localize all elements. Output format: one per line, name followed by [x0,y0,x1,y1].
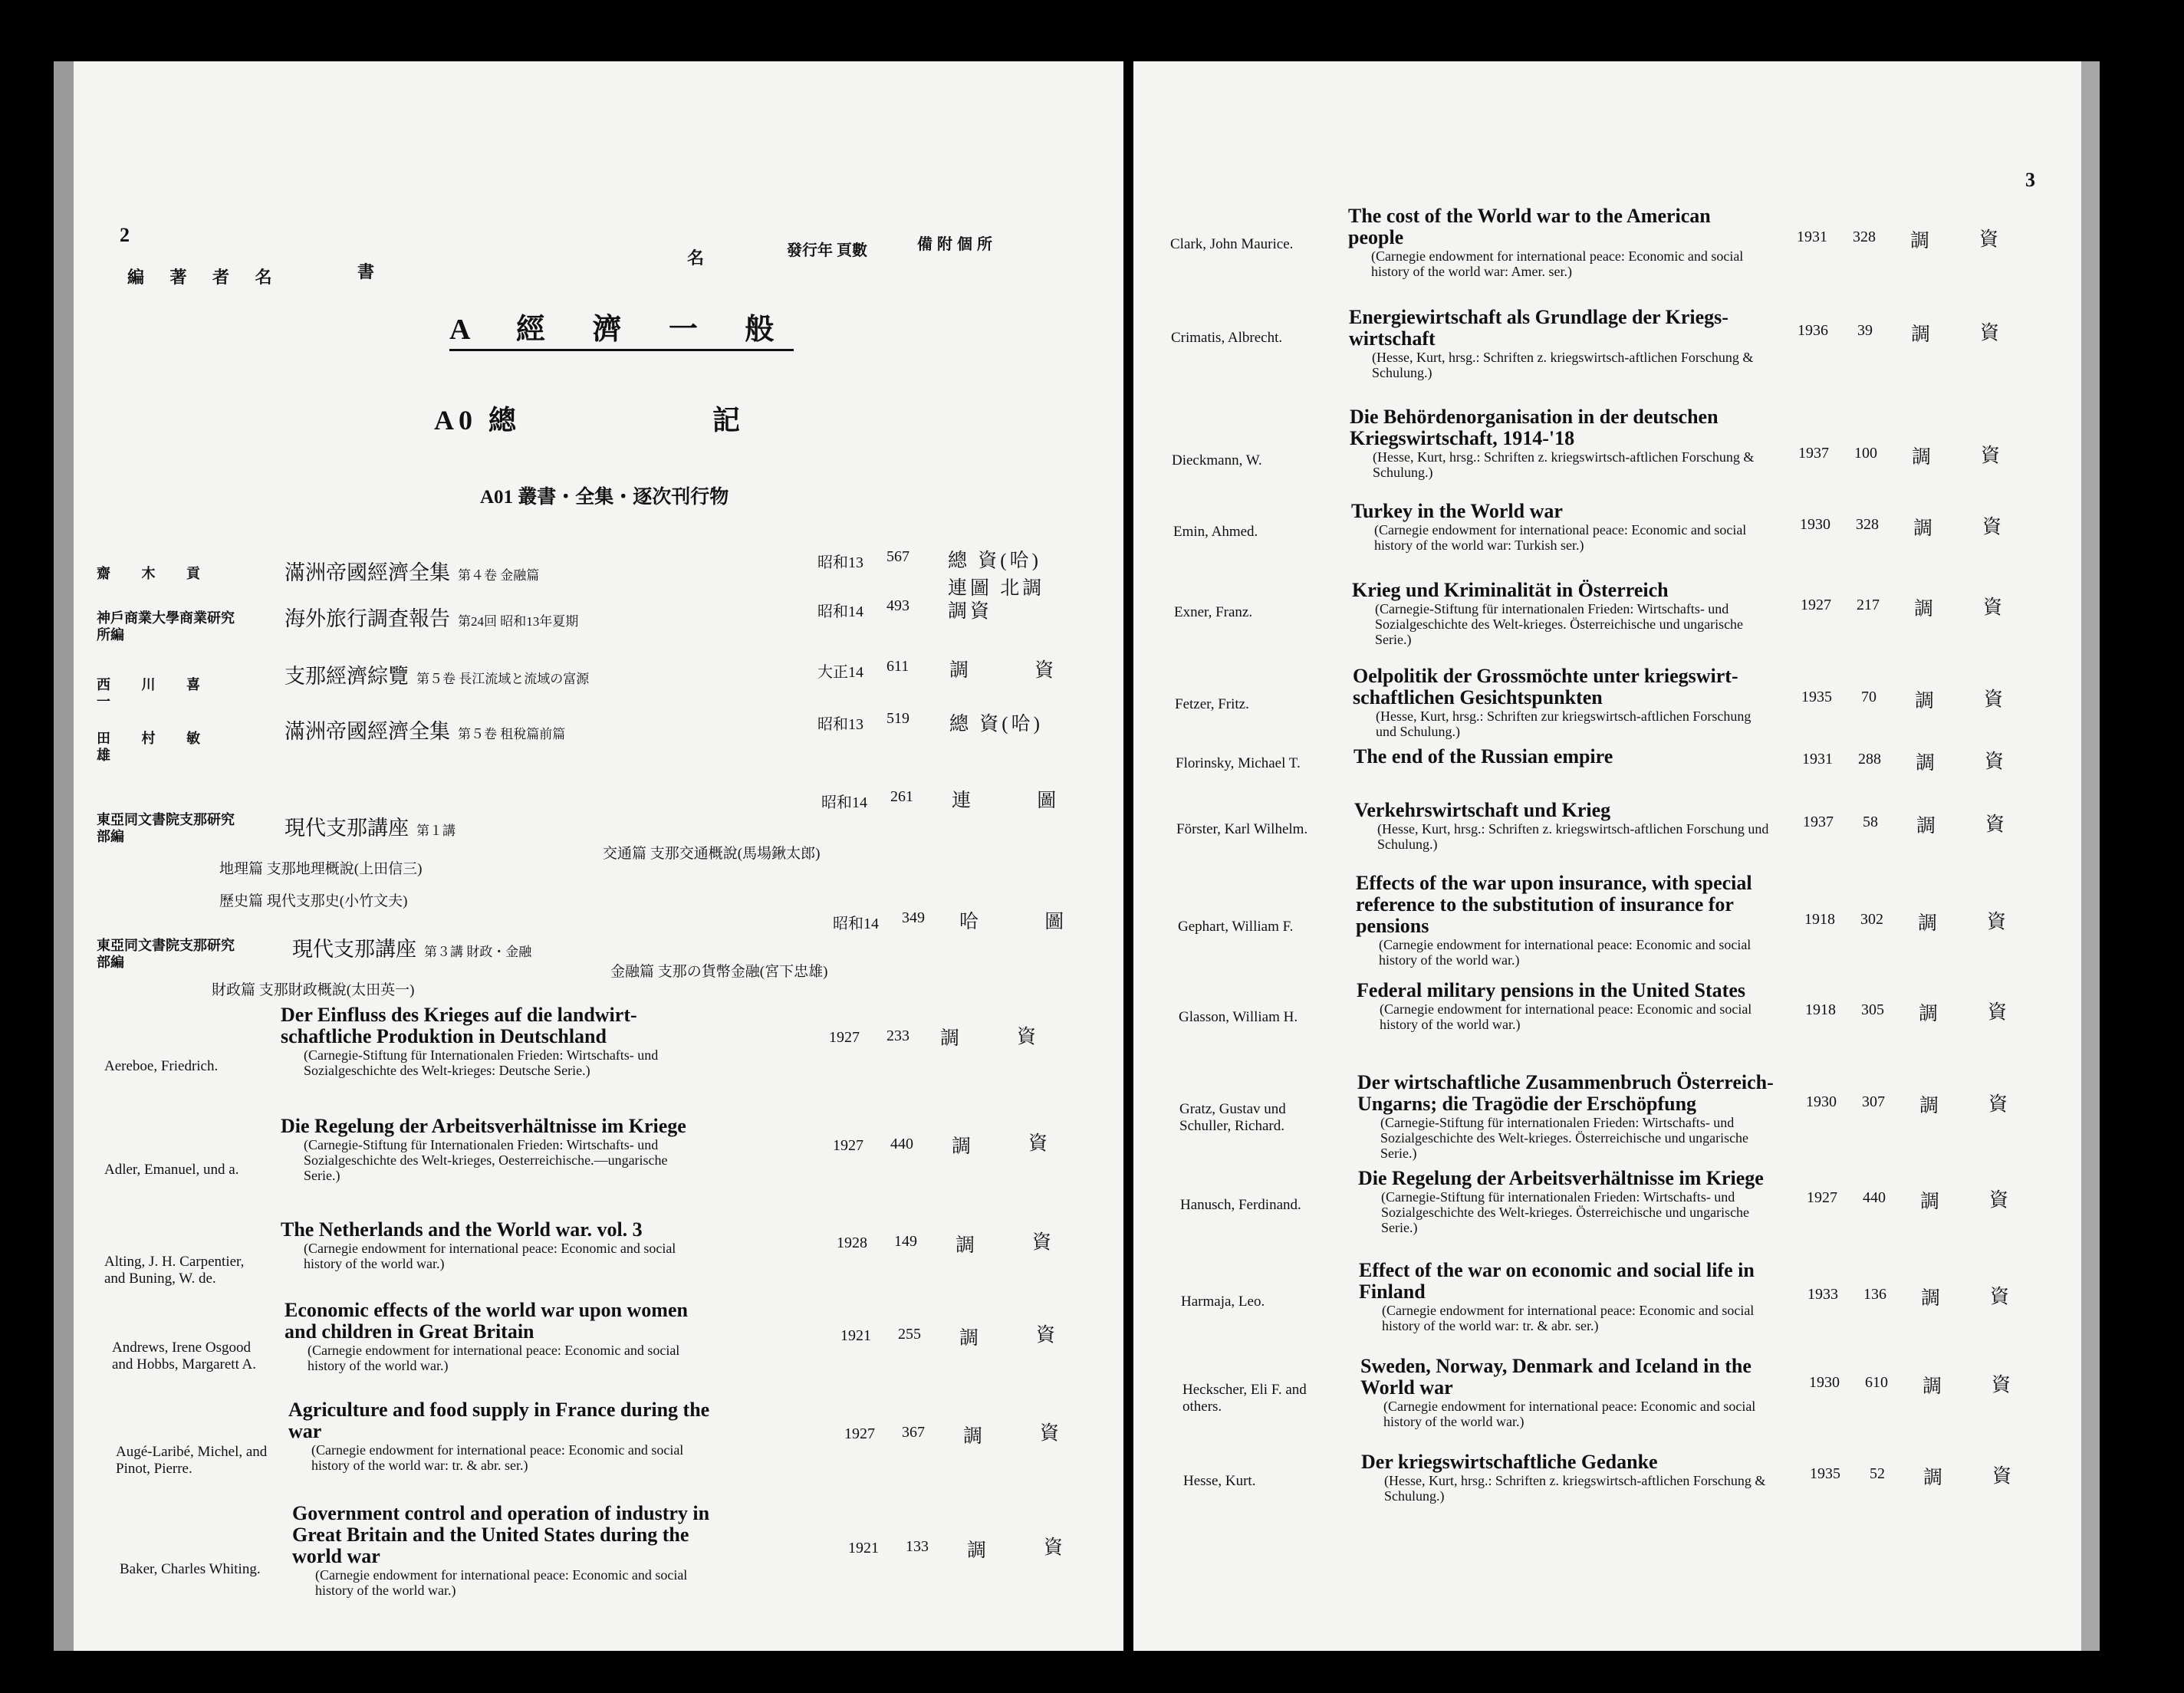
entry-location-2: 資 [1990,1287,2013,1307]
entry-location-1: 調 [956,1235,979,1256]
jp-entry-title [285,602,578,632]
entry-year: 1937 [1798,445,1829,462]
jp-entry-location: 總 資(哈) [948,551,1041,571]
entry-location-2: 資 [1984,689,2007,710]
entry-author: Baker, Charles Whiting. [120,1561,261,1577]
jp-entry-year: 昭和14 [821,794,867,811]
jp-entry-title-text: 支那經濟綜覽 [285,665,409,688]
entry-pages: 133 [906,1538,929,1555]
jp-entry-author: 神戶商業大學商業研究所編 [97,610,235,643]
header-location-label: 備附個所 [917,236,997,253]
entry-body [292,1503,722,1598]
entry-author: Exner, Franz. [1174,604,1253,620]
jp-entry-title [285,659,589,689]
entry-title: Die Regelung der Arbeitsverhältnisse im Kriege [1358,1167,1764,1189]
entry-note: (Carnegie-Stiftung für internationalen Frieden: Wirtschafts- und Sozialgeschichte des Welt-krieges. Österreichische und ungarische Serie.) [1380,1115,1749,1161]
entry [1164,1260,2069,1356]
entry-year: 1931 [1802,751,1833,768]
jp-entry-title [292,932,531,962]
entry-author: Crimatis, Albrecht. [1171,330,1283,346]
entry-location-2: 資 [1017,1027,1040,1047]
entry-year: 1936 [1798,322,1828,339]
jp-entry [97,710,1101,763]
jp-entry-pages: 611 [886,658,909,675]
jp-entry-title [285,556,539,586]
entry-author: Clark, John Maurice. [1170,236,1294,252]
entry [1164,1356,2069,1451]
entry-year: 1918 [1804,911,1835,928]
entry-author: Hanusch, Ferdinand. [1180,1197,1301,1213]
entry-pages: 305 [1861,1001,1884,1018]
entry-pages: 39 [1857,322,1873,339]
entry-body [1354,800,1772,852]
entry-title: Turkey in the World war [1351,500,1563,522]
entry-pages: 440 [1863,1189,1886,1206]
entry-note: (Carnegie endowment for international peace: Economic and social history of the world war.) [1383,1399,1756,1429]
entry-author: Dieckmann, W. [1172,452,1262,468]
entry-year: 1930 [1806,1093,1837,1110]
entry-year: 1937 [1803,814,1834,830]
jp-entry-volume: 第４卷 金融篇 [458,568,540,583]
entry-year: 1927 [1801,597,1831,613]
section-heading-a: A 經 濟 一 般 [449,305,794,351]
entry-body [1358,1168,1776,1235]
entry-location-2: 資 [1032,1232,1055,1253]
entry-year: 1928 [837,1234,867,1251]
entry-body [1357,980,1774,1032]
entry [1164,580,2069,664]
jp-entry-volume: 第５卷 長江流域と流域の富源 [416,672,590,686]
entry-year: 1930 [1800,516,1830,533]
entry-title: Die Regelung der Arbeitsverhältnisse im Kriege [281,1115,686,1137]
entry-location-1: 調 [1920,1192,1943,1212]
jp-entry-author: 齋 木 貢 [97,566,214,581]
left-page [54,61,1123,1651]
entry-title: Verkehrswirtschaft und Krieg [1354,799,1611,821]
entry-location-2: 資 [1982,517,2005,537]
entry-note: (Carnegie endowment for international peace: Economic and social history of the world war: Turkish ser.) [1374,522,1747,553]
jp-entry-title-text: 海外旅行調査報告 [285,607,450,630]
jp-entry-location: 總 資(哈) [949,714,1043,735]
entry [1164,1072,2069,1168]
entry-title: Effect of the war on economic and social life in Finland [1359,1259,1755,1303]
entry-body [281,1116,702,1183]
header-name-label: 名 [687,248,719,268]
entry-location-2: 資 [1036,1325,1059,1346]
entry-title: Federal military pensions in the United States [1357,979,1745,1001]
entry-note: (Carnegie-Stiftung für Internationalen Frieden: Wirtschafts- und Sozialgeschichte des Welt-krieges, Oesterreichische.—ungarische Serie.) [304,1137,668,1183]
entry-title: Effects of the war upon insurance, with special reference to the substitution of insurance for pensions [1356,872,1752,937]
jp-entry [97,658,1101,709]
entry-year: 1927 [844,1425,875,1442]
entry-body [1353,666,1771,739]
entry-title: The Netherlands and the World war. vol. 3 [281,1218,643,1241]
jp-subnote-rekishi: 歷史篇 現代支那史(小竹文夫) [219,893,408,909]
entry-location-1: 調 [1923,1376,1946,1397]
entry-pages: 610 [1865,1374,1888,1391]
entry-note: (Carnegie-Stiftung für Internationalen Frieden: Wirtschafts- und Sozialgeschichte des Welt-krieges: Deutsche Serie.) [304,1047,659,1078]
entry-location-2: 資 [1981,445,2004,466]
entry [1164,1168,2069,1260]
entry-title: Oelpolitik der Grossmöchte unter kriegswirt-schaftlichen Gesichtspunkten [1353,665,1738,708]
entry-location-1: 調 [1916,816,1939,837]
entry-location-1: 調 [1913,518,1936,539]
entry [1164,1451,2069,1520]
entry-year: 1927 [1807,1189,1837,1206]
entry-author: Andrews, Irene Osgood and Hobbs, Margarett A. [112,1340,257,1372]
entry-body [1361,1451,1779,1504]
entry-location-2: 資 [1992,1375,2015,1395]
entry-location-1: 調 [1916,753,1939,774]
entry-body [288,1399,718,1473]
jp-entry-year: 昭和14 [833,916,879,932]
entry-location-1: 調 [1919,1096,1942,1116]
entry-location-2: 資 [1988,1094,2011,1115]
entry-location-2: 資 [1980,323,2003,344]
entry-note: (Carnegie endowment for international peace: Economic and social history of the world war.) [1379,937,1751,968]
entry-title: The cost of the World war to the American people [1348,205,1711,248]
right-page [1133,61,2100,1651]
section-heading-a0 [434,399,745,438]
entry-body [1353,746,1771,768]
entry [89,1004,1117,1104]
entry-location-1: 調 [940,1028,963,1049]
jp-entry-year: 昭和14 [817,603,863,620]
jp-entry-title-text: 滿洲帝國經濟全集 [285,561,450,584]
entry-year: 1933 [1807,1286,1838,1303]
jp-entry-pages: 493 [886,597,909,614]
jp-subnote-kinyu: 金融篇 支那の貨幣金融(宮下忠雄) [610,964,828,980]
entry-location-1: 調 [1911,324,1934,345]
page-number-right: 3 [2025,169,2035,191]
entry-location-2: 資 [1985,751,2008,772]
jp-entry-volume: 第24回 昭和13年夏期 [458,614,579,629]
entry-title: Der wirtschaftliche Zusammenbruch Österreich-Ungarns; die Tragödie der Erschöpfung [1357,1071,1774,1115]
entry-body [281,1004,702,1078]
jp-entry-title [285,715,565,745]
entry-location-1: 調 [1915,691,1938,712]
entry-title: Economic effects of the world war upon women and children in Great Britain [285,1299,688,1343]
entry [89,1399,1117,1507]
entry-author: Gephart, William F. [1178,919,1294,935]
entry-title: Government control and operation of industry in Great Britain and the United States during the world war [292,1502,710,1567]
entry-body [1352,580,1770,647]
entry-location-2: 資 [1989,1190,2012,1211]
entry-location-1: 調 [963,1426,986,1447]
jp-entry-year: 昭和13 [817,716,863,733]
entry [1164,800,2069,873]
entry-title: Krieg und Kriminalität in Österreich [1352,579,1669,601]
entry-year: 1935 [1810,1465,1840,1482]
entry-pages: 440 [890,1136,913,1152]
entry-location-2: 資 [1044,1537,1067,1558]
entry-title: Die Behördenorganisation in der deutschen Kriegswirtschaft, 1914-'18 [1350,406,1719,449]
jp-entry [97,905,1101,970]
entry-body [1356,873,1774,968]
entry-note: (Hesse, Kurt, hrsg.: Schriften z. kriegswirtsch-aftlichen Forschung & Schulung.) [1372,350,1754,380]
section-a0-suffix: 記 [712,405,745,436]
entry-year: 1918 [1805,1001,1836,1018]
jp-entry [97,578,1101,656]
section-a0-code: A0 總 [434,405,521,436]
entry-author: Adler, Emanuel, und a. [104,1162,239,1178]
entry-body [285,1300,714,1373]
jp-entry-year: 大正14 [817,664,863,681]
entry-author: Harmaja, Leo. [1181,1294,1265,1310]
entry-location-1: 調 [959,1328,982,1349]
jp-subnote-chiri: 地理篇 支那地理概說(上田信三) [219,861,423,877]
entry-note: (Carnegie endowment for international peace: Economic and social history of the world war.) [304,1241,676,1271]
entry [89,1219,1117,1296]
entry-pages: 255 [898,1326,921,1343]
entry-title: Der kriegswirtschaftliche Gedanke [1361,1451,1658,1473]
entry [1164,746,2069,800]
entry-year: 1930 [1809,1374,1840,1391]
entry-pages: 367 [902,1424,925,1441]
entry-title: Der Einfluss des Krieges auf die landwirt-schaftliche Produktion in Deutschland [281,1004,637,1047]
header-year-pages-label: 發行年 頁數 [787,242,867,259]
entry-pages: 70 [1861,689,1876,705]
entry [1164,666,2069,746]
entry-location-1: 調 [1921,1288,1944,1309]
entry-body [281,1219,710,1271]
entry-pages: 149 [894,1233,917,1250]
jp-entry-pages: 349 [902,909,925,926]
entry-location-2: 資 [1028,1133,1051,1154]
entry [89,1300,1117,1392]
entry-year: 1927 [829,1029,860,1046]
section-heading-a01: A01 叢書・全集・逐次刊行物 [480,487,729,508]
jp-subnote-zaisei: 財政篇 支那財政概說(太田英一) [212,982,415,998]
entry-pages: 328 [1856,516,1879,533]
entry-author: Förster, Karl Wilhelm. [1176,821,1308,837]
entry-note: (Carnegie endowment for international peace: Economic and social history of the world war: Amer. ser.) [1371,248,1744,279]
entry-note: (Carnegie endowment for international peace: Economic and social history of the world war.) [308,1343,680,1373]
entry-pages: 307 [1862,1093,1885,1110]
entry-author: Fetzer, Fritz. [1175,696,1249,712]
entry [89,1116,1117,1215]
jp-entry [97,774,1101,844]
entry-location-2: 資 [1992,1466,2015,1487]
entry-body [1350,406,1768,480]
entry-pages: 100 [1854,445,1877,462]
entry [1164,501,2069,577]
header-author-label: 編 著 者 名 [127,268,283,287]
jp-entry-volume: 第３講 財政・金融 [424,945,532,959]
header-title-label: 書 [357,262,389,281]
entry-author: Hesse, Kurt. [1183,1473,1256,1489]
jp-entry-pages: 519 [886,710,909,727]
entry [89,1503,1117,1618]
entry-location-1: 調 [967,1540,990,1561]
entry-author: Heckscher, Eli F. and others. [1182,1382,1307,1415]
entry-location-2: 資 [1040,1423,1063,1444]
entry-year: 1927 [833,1137,863,1154]
entry-year: 1921 [840,1327,871,1344]
jp-entry-author: 田 村 敏 雄 [97,731,214,763]
entry-author: Gratz, Gustav und Schuller, Richard. [1179,1101,1286,1134]
jp-entry-volume: 第５卷 租稅篇前篇 [458,727,566,741]
jp-entry-author: 東亞同文書院支那研究部編 [97,938,235,970]
entry-note: (Hesse, Kurt, hrsg.: Schriften z. kriegswirtsch-aftlichen Forschung & Schulung.) [1384,1473,1766,1504]
entry-location-1: 調 [1912,447,1935,468]
jp-entry-title-text: 現代支那講座 [292,938,416,961]
entry-note: (Carnegie endowment for international peace: Economic and social history of the world war.) [1380,1001,1752,1032]
entry-author: Glasson, William H. [1179,1009,1298,1025]
entry-title: Agriculture and food supply in France during the war [288,1399,710,1442]
entry-location-2: 資 [1979,229,2002,250]
entry [1164,980,2069,1072]
jp-entry-location: 調 資 [949,660,1085,681]
entry-location-2: 資 [1983,597,2006,618]
entry-location-2: 資 [1985,814,2008,835]
entry-body [1351,501,1769,553]
entry-note: (Carnegie-Stiftung für internationalen Frieden: Wirtschafts- und Sozialgeschichte des Welt-krieges. Österreichische und ungarische Serie.) [1381,1189,1750,1235]
entry-author: Alting, J. H. Carpentier, and Buning, W. de. [104,1254,245,1287]
entry-body [1349,307,1767,380]
entry-location-2: 資 [1987,912,2010,932]
entry-body [1360,1356,1778,1429]
entry-pages: 136 [1863,1286,1886,1303]
entry-pages: 58 [1863,814,1878,830]
entry-author: Aereboe, Friedrich. [104,1058,219,1074]
jp-subnote-kotsu: 交通篇 支那交通概說(馬場鍬太郎) [603,846,821,862]
entry-pages: 217 [1857,597,1880,613]
page-number-left: 2 [120,224,130,246]
entry [1164,873,2069,980]
entry-location-1: 調 [1919,1004,1942,1024]
entry-pages: 233 [886,1027,909,1044]
jp-entry-title-text: 滿洲帝國經濟全集 [285,720,450,743]
entry-location-1: 調 [1923,1468,1946,1488]
entry-note: (Carnegie endowment for international peace: Economic and social history of the world war.) [315,1567,688,1598]
jp-entry-location: 連圖 北調 調資 [948,578,1045,622]
entry-pages: 52 [1870,1465,1885,1482]
entry-note: (Hesse, Kurt, hrsg.: Schriften z. kriegswirtsch-aftlichen Forschung und Schulung.) [1377,821,1769,852]
entry-author: Augé-Laribé, Michel, and Pinot, Pierre. [116,1444,268,1477]
entry-note: (Carnegie-Stiftung für internationalen Frieden: Wirtschafts- und Sozialgeschichte des Welt-krieges. Österreichische und ungarische Serie.) [1375,601,1744,647]
jp-entry-location: 哈 圖 [959,912,1095,932]
entry [1164,406,2069,498]
entry-pages: 302 [1860,911,1883,928]
jp-entry-author: 東亞同文書院支那研究部編 [97,812,235,844]
entry-location-1: 調 [1910,231,1933,251]
entry-author: Emin, Ahmed. [1173,524,1258,540]
entry-pages: 288 [1858,751,1881,768]
jp-entry-title-text: 現代支那講座 [285,817,409,840]
entry-pages: 328 [1853,228,1876,245]
entry-year: 1935 [1801,689,1832,705]
entry-location-2: 資 [1988,1002,2011,1023]
entry-location-1: 調 [1918,913,1941,934]
entry [1164,205,2069,305]
jp-entry-pages: 567 [886,548,909,565]
entry-year: 1921 [848,1540,879,1557]
jp-entry-pages: 261 [890,788,913,805]
entry-location-1: 調 [952,1136,975,1157]
entry-year: 1931 [1797,228,1827,245]
entry-body [1359,1260,1777,1333]
entry-body [1357,1072,1775,1161]
entry-location-1: 調 [1914,599,1937,620]
jp-entry-year: 昭和13 [817,554,863,571]
entry-note: (Carnegie endowment for international peace: Economic and social history of the world war: tr. & abr. ser.) [1382,1303,1755,1333]
entry-title: Energiewirtschaft als Grundlage der Kriegs-wirtschaft [1349,306,1728,350]
entry-title: The end of the Russian empire [1353,745,1613,768]
jp-entry-volume: 第１講 [416,823,456,838]
entry-note: (Hesse, Kurt, hrsg.: Schriften z. kriegswirtsch-aftlichen Forschung & Schulung.) [1373,449,1755,480]
entry-note: (Hesse, Kurt, hrsg.: Schriften zur kriegswirtsch-aftlichen Forschung und Schulung.) [1376,708,1751,739]
entry-body [1348,205,1766,279]
entry-list [1164,205,2069,1670]
entry-note: (Carnegie endowment for international peace: Economic and social history of the world war: tr. & abr. ser.) [311,1442,684,1473]
jp-entry-title [285,811,456,841]
entry-title: Sweden, Norway, Denmark and Iceland in the World war [1360,1355,1751,1399]
jp-entry-author: 西 川 喜 一 [97,677,214,709]
entry-author: Florinsky, Michael T. [1176,755,1301,771]
jp-entry-location: 連 圖 [952,791,1087,811]
entry [1164,307,2069,403]
